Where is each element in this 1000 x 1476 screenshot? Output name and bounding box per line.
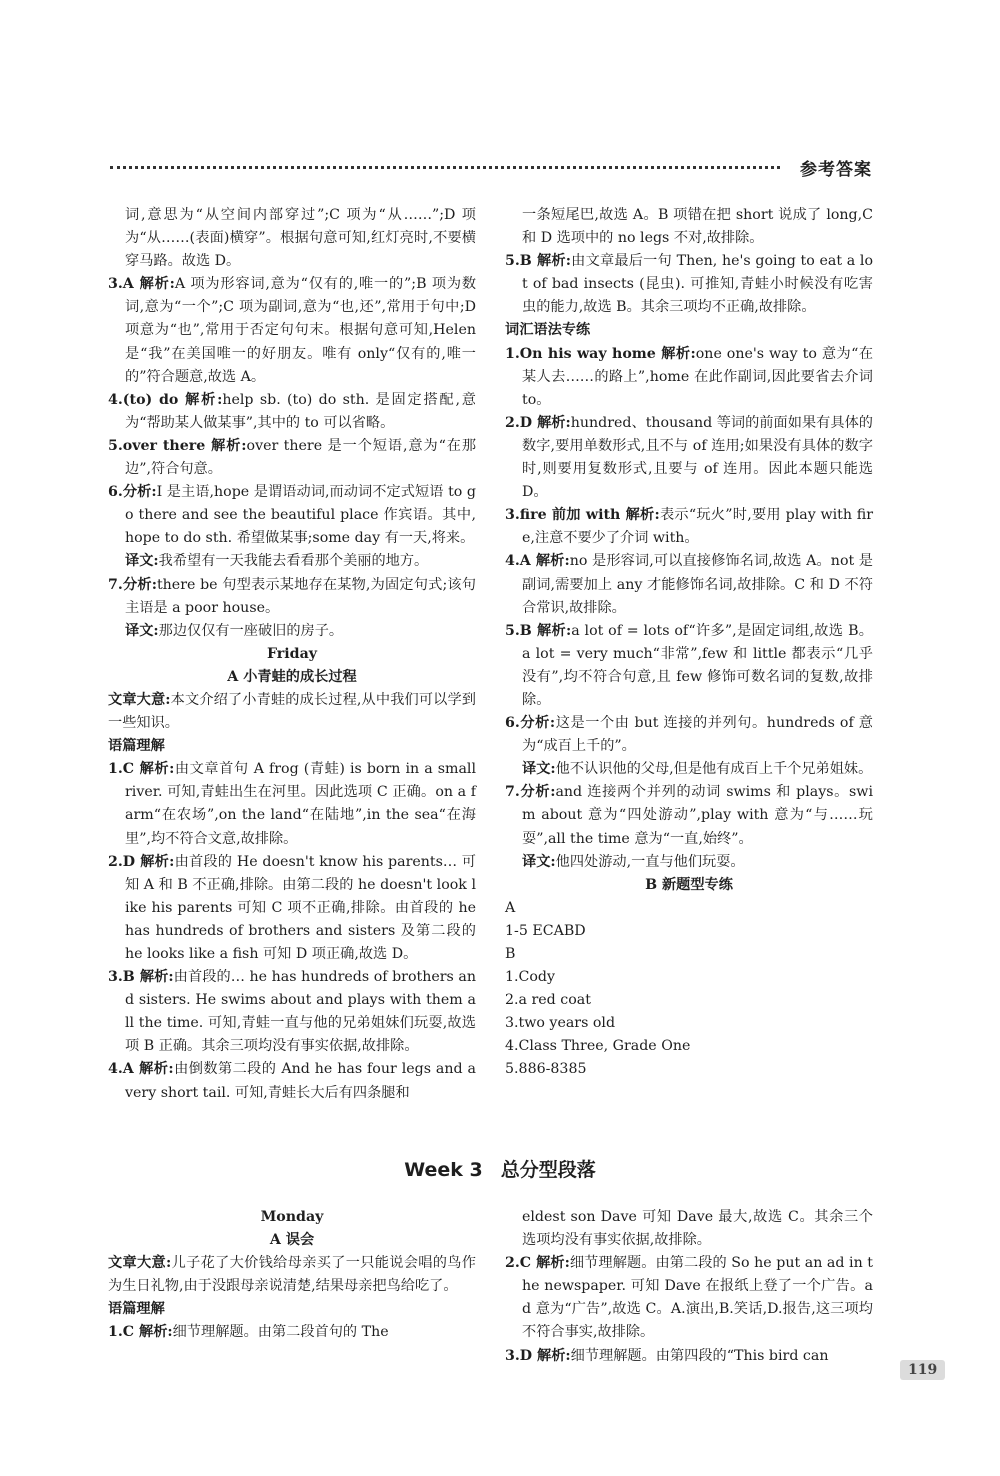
paragraph-text: 语篇理解 bbox=[108, 1301, 165, 1318]
paragraph-text: 语篇理解 bbox=[108, 738, 165, 755]
paragraph bbox=[505, 943, 873, 966]
paragraph-text: 细节理解题。由第二段首句的 The bbox=[172, 1324, 389, 1341]
week-number: Week 3 bbox=[404, 1159, 483, 1181]
answer-label: 2.D 解析: bbox=[108, 853, 175, 870]
paragraph-text: 由文章最后一句 Then, he's going to eat a lot of bad insects (昆虫). 可推知,青蛙小时候没有吃害虫的能力,故选 B。其余三项均不正确,故排除。 bbox=[522, 253, 873, 316]
paragraph-text: 由文章首句 A frog (青蛙) is born in a small river. 可知,青蛙出生在河里。因此选项 C 正确。on a farm“在农场”,on the land“在陆地”,in the sea“在海里”,均不符合文意,故排除。 bbox=[125, 761, 476, 847]
answer-label: 1.C 解析: bbox=[108, 761, 175, 778]
paragraph-text: 由倒数第二段的 And he has four legs and a very short tail. 可知,青蛙长大后有四条腿和 bbox=[125, 1061, 477, 1101]
paragraph-text: 词,意思为“从空间内部穿过”;C 项为“从……”;D 项为“从……(表面)横穿”。根据句意可知,红灯亮时,不要横穿马路。故选 D。 bbox=[125, 207, 476, 270]
paragraph-text: A bbox=[505, 899, 516, 916]
paragraph bbox=[505, 966, 873, 989]
paragraph bbox=[505, 550, 873, 619]
paragraph bbox=[108, 550, 476, 573]
paragraph bbox=[108, 758, 476, 850]
paragraph-text: I 是主语,hope 是谓语动词,而动词不定式短语 to go there and see the beautiful place 作宾语。其中,hope to do sth. 希望做某事;some day 有一天,将来。 bbox=[125, 484, 476, 547]
header-label: 参考答案 bbox=[800, 160, 872, 180]
paragraph-text: 2.a red coat bbox=[505, 992, 591, 1009]
page-number: 119 bbox=[900, 1360, 945, 1380]
paragraph-text: no 是形容词,可以直接修饰名词,故选 A。not 是副词,需要加上 any 才能修饰名词,故排除。C 和 D 不符合常识,故排除。 bbox=[522, 553, 873, 616]
answer-label: 4.(to) do 解析: bbox=[108, 391, 223, 408]
paragraph-text: A 项为形容词,意为“仅有的,唯一的”;B 项为数词,意为“一个”;C 项为副词,意为“也,还”,常用于句中;D 项意为“也”,常用于否定句句末。根据句意可知,Helen 是“我”在美国唯一的好朋友。唯有 only“仅有的,唯一的”符合题意,故选 A。 bbox=[125, 276, 477, 385]
answer-label: 3.fire 前加 with 解析: bbox=[505, 507, 660, 524]
paragraph bbox=[108, 1229, 476, 1252]
answer-label: 文章大意: bbox=[108, 1255, 172, 1272]
paragraph-text: 那边仅仅有一座破旧的房子。 bbox=[158, 622, 344, 639]
answer-label: 5.over there 解析: bbox=[108, 437, 247, 454]
paragraph bbox=[108, 574, 476, 620]
answer-label: 7.分析: bbox=[108, 576, 157, 593]
answer-label: 5.B 解析: bbox=[505, 622, 572, 639]
watermark-logo bbox=[820, 1382, 990, 1462]
paragraph bbox=[505, 250, 873, 319]
paragraph bbox=[505, 1206, 873, 1252]
paragraph-text: 细节理解题。由第四段的“This bird can bbox=[570, 1347, 829, 1364]
answer-label: 4.A 解析: bbox=[505, 553, 570, 570]
paragraph-text: 细节理解题。由第二段的 So he put an ad in the newspaper. 可知 Dave 在报纸上登了一个广告。ad 意为“广告”,故选 C。A.演出,B.笑话,D.报告,这三项均不符合事实,故排除。 bbox=[522, 1255, 874, 1341]
paragraph bbox=[108, 620, 476, 643]
week-topic: 总分型段落 bbox=[500, 1159, 596, 1181]
paragraph-text: 本文介绍了小青蛙的成长过程,从中我们可以学到一些知识。 bbox=[108, 691, 476, 732]
paragraph bbox=[505, 712, 873, 758]
paragraph bbox=[108, 481, 476, 550]
answer-label: 3.B 解析: bbox=[108, 969, 174, 986]
paragraph-text: 表示“玩火”时,要用 play with fire,注意不要少了介词 with。 bbox=[522, 507, 874, 547]
answer-label: 1.C 解析: bbox=[108, 1324, 173, 1341]
paragraph-text: A 误会 bbox=[269, 1232, 315, 1249]
paragraph bbox=[505, 781, 873, 850]
answer-label: 译文: bbox=[125, 553, 159, 570]
paragraph bbox=[108, 1298, 476, 1321]
paragraph-text: 3.two years old bbox=[505, 1015, 616, 1032]
answer-label: 译文: bbox=[522, 853, 556, 870]
paragraph bbox=[505, 920, 873, 943]
paragraph-text: hundred、thousand 等词的前面如果有具体的数字,要用单数形式,且不与 of 连用;如果没有具体的数字时,则要用复数形式,且要与 of 连用。因此本题只能选 D。 bbox=[522, 414, 873, 501]
paragraph bbox=[108, 389, 476, 435]
paragraph-text: 1.Cody bbox=[505, 969, 556, 986]
answer-label: 1.On his way home 解析: bbox=[505, 345, 696, 362]
paragraph bbox=[505, 1012, 873, 1035]
paragraph-text: Monday bbox=[260, 1209, 324, 1225]
paragraph bbox=[505, 1252, 873, 1344]
paragraph bbox=[505, 1058, 873, 1081]
paragraph bbox=[108, 851, 476, 966]
paragraph-text: 5.886-8385 bbox=[505, 1061, 587, 1078]
paragraph-text: 词汇语法专练 bbox=[505, 322, 591, 339]
paragraph-text: 他不认识他的父母,但是他有成百上千个兄弟姐妹。 bbox=[555, 761, 873, 778]
paragraph bbox=[108, 1252, 476, 1298]
paragraph bbox=[505, 504, 873, 550]
answer-label: 2.D 解析: bbox=[505, 414, 571, 431]
paragraph-text: over there 是一个短语,意为“在那边”,符合句意。 bbox=[125, 437, 477, 478]
paragraph bbox=[108, 1206, 476, 1229]
answer-label: 译文: bbox=[522, 761, 556, 778]
paragraph bbox=[505, 758, 873, 781]
paragraph-text: 1-5 ECABD bbox=[505, 922, 586, 939]
paragraph-text: 4.Class Three, Grade One bbox=[505, 1038, 691, 1055]
paragraph bbox=[108, 1321, 476, 1344]
paragraph-text: 这是一个由 but 连接的并列句。hundreds of 意为“成百上千的”。 bbox=[522, 715, 873, 755]
paragraph-text: eldest son Dave 可知 Dave 最大,故选 C。其余三个选项均没有事实依据,故排除。 bbox=[522, 1209, 873, 1249]
paragraph bbox=[505, 989, 873, 1012]
answer-label: 6.分析: bbox=[505, 715, 556, 732]
answer-label: 6.分析: bbox=[108, 484, 157, 501]
paragraph bbox=[505, 620, 873, 712]
paragraph bbox=[505, 412, 873, 504]
week-title bbox=[0, 1155, 1000, 1182]
paragraph bbox=[505, 204, 873, 250]
paragraph bbox=[505, 874, 873, 897]
paragraph bbox=[108, 1058, 476, 1104]
paragraph bbox=[108, 643, 476, 666]
paragraph-text: a lot of = lots of“许多”,是固定词组,故选 B。a lot = very much“非常”,few 和 little 都表示“几乎没有”,均不符合句意,且 few 修饰可数名词的复数,故排除。 bbox=[522, 622, 873, 708]
paragraph bbox=[108, 689, 476, 735]
paragraph-text: B 新题型专练 bbox=[645, 876, 733, 893]
answer-label: 文章大意: bbox=[108, 691, 171, 708]
paragraph-text: 我希望有一天我能去看看那个美丽的地方。 bbox=[158, 553, 429, 570]
paragraph-text: Friday bbox=[266, 645, 318, 662]
paragraph-text: there be 句型表示某地存在某物,为固定句式;该句主语是 a poor house。 bbox=[125, 576, 476, 616]
paragraph bbox=[108, 435, 476, 481]
paragraph bbox=[505, 319, 873, 342]
paragraph bbox=[505, 1345, 873, 1368]
paragraph-text: 他四处游动,一直与他们玩耍。 bbox=[555, 853, 745, 870]
left-column-top bbox=[108, 204, 476, 1105]
paragraph-text: 一条短尾巴,故选 A。B 项错在把 short 说成了 long,C 和 D 选项中的 no legs 不对,故排除。 bbox=[522, 207, 873, 247]
answer-label: 5.B 解析: bbox=[505, 253, 571, 270]
answer-label: 译文: bbox=[125, 622, 159, 639]
paragraph bbox=[108, 966, 476, 1058]
answer-label: 2.C 解析: bbox=[505, 1255, 570, 1272]
paragraph-text: B bbox=[505, 946, 516, 962]
paragraph bbox=[505, 897, 873, 920]
answer-label: 3.D 解析: bbox=[505, 1347, 571, 1364]
paragraph-text: 由首段的 He doesn't know his parents… 可知 A 和 B 不正确,排除。由第二段的 he doesn't look like his parents 可知 C 项不正确,排除。由首段的 he has hundreds of brothers and sisters 及第二段的 he looks like a fish 可知 D 项正确,故选 D。 bbox=[125, 853, 476, 962]
answer-label: 3.A 解析: bbox=[108, 276, 175, 293]
paragraph bbox=[108, 204, 476, 273]
paragraph-text: 由首段的… he has hundreds of brothers and sisters. He swims about and plays with them all the time. 可知,青蛙一直与他的兄弟姐妹们玩耍,故选项 B 正确。其余三项均没有事实依据,故排除。 bbox=[125, 969, 476, 1055]
paragraph bbox=[108, 666, 476, 689]
paragraph-text: one one's way to 意为“在某人去……的路上”,home 在此作副词,因此要省去介词 to。 bbox=[522, 345, 874, 408]
paragraph bbox=[505, 851, 873, 874]
right-column-bottom bbox=[505, 1206, 873, 1368]
header-dotted-rule bbox=[110, 166, 780, 169]
paragraph-text: and 连接两个并列的动词 swims 和 plays。swim about 意为“四处游动”,play with 意为“与……玩耍”,all the time 意为“一直,始终”。 bbox=[522, 784, 873, 847]
paragraph-text: help sb. (to) do sth. 是固定搭配,意为“帮助某人做某事”,其中的 to 可以省略。 bbox=[125, 391, 476, 431]
paragraph-text: 儿子花了大价钱给母亲买了一只能说会唱的鸟作为生日礼物,由于没跟母亲说清楚,结果母亲把鸟给吃了。 bbox=[108, 1255, 476, 1295]
paragraph bbox=[108, 735, 476, 758]
paragraph bbox=[108, 273, 476, 388]
paragraph-text: A 小青蛙的成长过程 bbox=[227, 668, 357, 685]
right-column-top bbox=[505, 204, 873, 1082]
paragraph bbox=[505, 343, 873, 412]
answer-label: 4.A 解析: bbox=[108, 1061, 174, 1078]
answer-label: 7.分析: bbox=[505, 784, 556, 801]
paragraph bbox=[505, 1035, 873, 1058]
left-column-bottom bbox=[108, 1206, 476, 1345]
